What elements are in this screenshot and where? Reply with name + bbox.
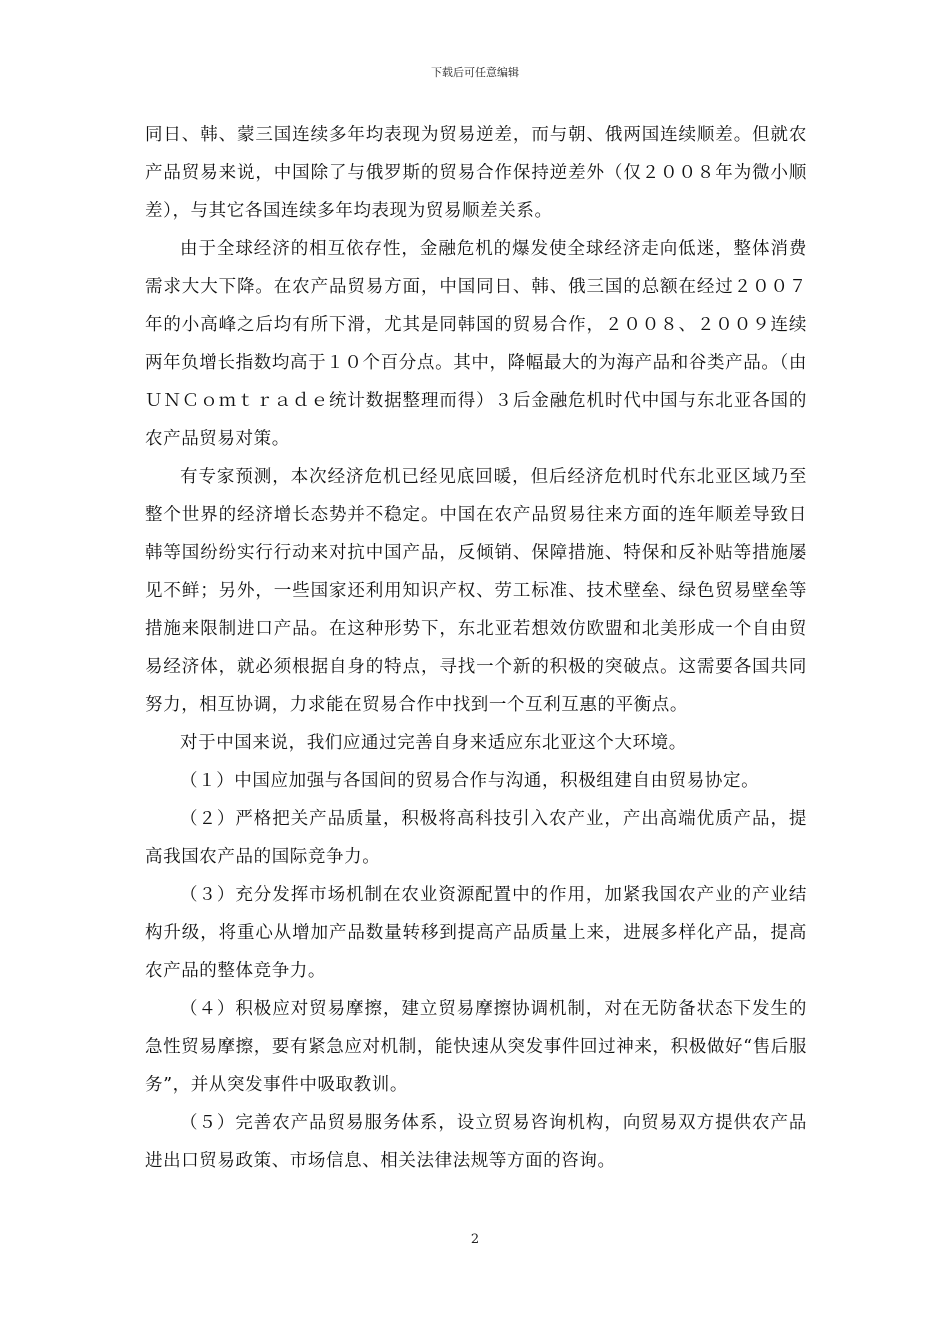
page-number: 2 <box>470 1232 480 1247</box>
page-header: 下载后可任意编辑 <box>431 66 519 79</box>
paragraph-china-strategy: 对于中国来说，我们应通过完善自身来适应东北亚这个大环境。 <box>180 733 687 753</box>
document-body <box>145 116 807 1180</box>
paragraph-financial-crisis: 由于全球经济的相互依存性，金融危机的爆发使全球经济走向低迷，整体消费需求大大下降。在农产品贸易方面，中国同日、韩、俄三国的总额在经过２００７年的小高峰之后均有所下滑，尤其是同韩国的贸易合作，２００８、２００９连续两年负增长指数均高于１０个百分点。其中，降幅最大的为海产品和谷类产品。（由ＵＮＣｏｍｔｒａｄｅ统计数据整理而得）３后金融危机时代中国与东北亚各国的农产品贸易对策。 <box>145 239 807 449</box>
list-item-4: （４）积极应对贸易摩擦，建立贸易摩擦协调机制，对在无防备状态下发生的急性贸易摩擦，要有紧急应对机制，能快速从突发事件回过神来，积极做好“售后服务”，并从突发事件中吸取教训。 <box>145 999 807 1095</box>
list-item-2: （２）严格把关产品质量，积极将高科技引入农产业，产出高端优质产品，提高我国农产品的国际竞争力。 <box>145 809 807 867</box>
paragraph-expert-forecast: 有专家预测，本次经济危机已经见底回暖，但后经济危机时代东北亚区域乃至整个世界的经济增长态势并不稳定。中国在农产品贸易往来方面的连年顺差导致日韩等国纷纷实行行动来对抗中国产品，反倾销、保障措施、特保和反补贴等措施屡见不鲜；另外，一些国家还利用知识产权、劳工标准、技术壁垒、绿色贸易壁垒等措施来限制进口产品。在这种形势下，东北亚若想效仿欧盟和北美形成一个自由贸易经济体，就必须根据自身的特点，寻找一个新的积极的突破点。这需要各国共同努力，相互协调，力求能在贸易合作中找到一个互利互惠的平衡点。 <box>145 467 807 715</box>
list-item-3: （３）充分发挥市场机制在农业资源配置中的作用，加紧我国农产业的产业结构升级，将重心从增加产品数量转移到提高产品质量上来，进展多样化产品，提高农产品的整体竞争力。 <box>145 885 807 981</box>
list-item-1: （１）中国应加强与各国间的贸易合作与沟通，积极组建自由贸易协定。 <box>180 771 760 791</box>
paragraph-continuation: 同日、韩、蒙三国连续多年均表现为贸易逆差，而与朝、俄两国连续顺差。但就农产品贸易来说，中国除了与俄罗斯的贸易合作保持逆差外（仅２００８年为微小顺差），与其它各国连续多年均表现为贸易顺差关系。 <box>145 125 807 221</box>
list-item-5: （５）完善农产品贸易服务体系，设立贸易咨询机构，向贸易双方提供农产品进出口贸易政策、市场信息、相关法律法规等方面的咨询。 <box>145 1113 807 1171</box>
